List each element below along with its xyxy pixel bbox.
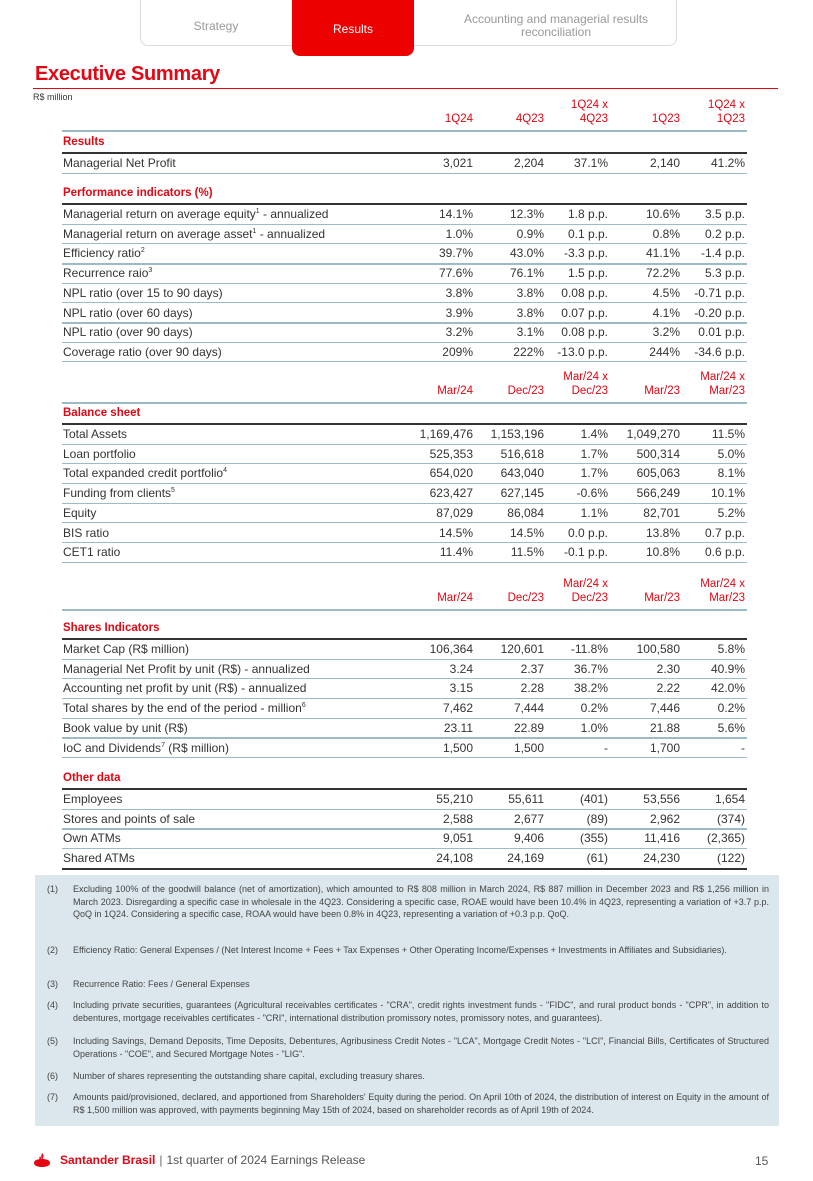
cell-value: 3.15 <box>449 681 473 696</box>
footnote-number: (5) <box>47 1036 58 1046</box>
cell-value: 24,169 <box>507 851 544 866</box>
cell-value: (122) <box>716 851 745 866</box>
cell-value: 3,021 <box>442 156 473 170</box>
cell-value: 2.28 <box>520 681 544 696</box>
cell-value: 1.8 p.p. <box>567 207 608 221</box>
row-label <box>63 447 136 461</box>
cell-value: 40.9% <box>710 661 745 676</box>
table-row <box>62 678 747 699</box>
cell-value: - <box>604 740 608 755</box>
cell-value: 2.30 <box>656 661 680 676</box>
footnote <box>47 999 769 1024</box>
row-label <box>63 851 135 865</box>
row-label-text: BIS ratio <box>63 525 110 540</box>
section-title-performance: Performance indicators (%) <box>63 187 213 199</box>
table-row <box>62 738 747 759</box>
cell-value: 1.7% <box>580 466 608 481</box>
table-row <box>62 848 747 870</box>
footnote-text: Number of shares representing the outstanding share capital, excluding treasury shares. <box>73 1071 425 1081</box>
cell-value: -3.3 p.p. <box>563 246 608 261</box>
table-row <box>62 153 747 174</box>
table-row <box>62 243 747 265</box>
footnote-ref: 3 <box>148 267 153 275</box>
row-label-text: CET1 ratio <box>63 545 121 560</box>
cell-value: 24,230 <box>643 851 680 866</box>
cell-value: 1.7% <box>580 446 608 461</box>
cell-value: 87,029 <box>436 505 473 520</box>
cell-value: 36.7% <box>573 661 608 676</box>
table-row <box>62 322 747 343</box>
footnote-text: Including Savings, Demand Deposits, Time Deposits, Debentures, Agribusiness Credit Notes - "LCA", Mortgage Credit Notes - "LCI", Financial Bills, Certificates of Structured Operations - "COE", and Secured Mortgage Notes - "LIG". <box>73 1036 769 1059</box>
cell-value: 0.0 p.p. <box>567 525 608 540</box>
row-label-text: Book value by unit (R$) <box>63 720 188 735</box>
cell-value: 3.8% <box>445 285 473 300</box>
cell-value: 10.6% <box>645 207 680 221</box>
cell-value: 3.24 <box>449 661 473 676</box>
footnote-text: Including private securities, guarantees (Agricultural receivables certificates - "CRA", credit rights investment funds - "FIDC", and rural product bonds - "CPR", in addition to debentures, mortgage receivables certificates - "CRI", international distribution promissory notes, promissory notes, and guarantees). <box>73 1000 769 1023</box>
cell-value: 500,314 <box>636 446 680 461</box>
cell-value: 1,169,476 <box>419 427 473 441</box>
section-title-other: Other data <box>63 772 121 784</box>
footnote-ref: 6 <box>301 702 306 710</box>
row-label <box>63 466 227 480</box>
page-number: 15 <box>755 1154 769 1168</box>
cell-value: -0.71 p.p. <box>694 285 745 300</box>
cell-value: 0.6 p.p. <box>704 545 745 560</box>
cell-value: 13.8% <box>645 525 680 540</box>
row-label <box>63 246 145 260</box>
row-label <box>63 286 223 300</box>
cell-value: 2,677 <box>513 811 544 826</box>
cell-value: 55,210 <box>436 792 473 806</box>
cell-value: 3.2% <box>445 325 473 340</box>
cell-value: 82,701 <box>643 505 680 520</box>
cell-value: 5.8% <box>717 642 745 656</box>
cell-value: 4.1% <box>652 305 680 320</box>
tab-accounting-reconciliation[interactable]: Accounting and managerial results reconciliation <box>463 11 649 39</box>
cell-value: 0.8% <box>652 226 680 241</box>
footnote-number: (1) <box>47 884 58 894</box>
cell-value: 2.37 <box>520 661 544 676</box>
row-label-text: Efficiency ratio <box>63 246 141 261</box>
footer <box>32 1152 365 1168</box>
footnote-ref: 2 <box>140 247 145 255</box>
cell-value: 43.0% <box>509 246 544 261</box>
footnote-ref: 7 <box>161 741 165 749</box>
table-row <box>62 698 747 719</box>
cell-value: 7,462 <box>442 701 473 716</box>
row-label-text: Stores and points of sale <box>63 811 196 826</box>
cell-value: 4.5% <box>652 285 680 300</box>
table-row <box>62 718 747 740</box>
table-row <box>62 263 747 284</box>
cell-value: 38.2% <box>573 681 608 696</box>
cell-value: 100,580 <box>636 642 680 656</box>
cell-value: 14.5% <box>438 525 473 540</box>
cell-value: 0.01 p.p. <box>698 325 745 340</box>
row-label-text: Own ATMs <box>63 831 121 846</box>
footnote-number: (4) <box>47 1000 58 1010</box>
tab-strategy[interactable]: Strategy <box>193 19 239 33</box>
row-label <box>63 486 175 500</box>
row-label <box>63 681 306 695</box>
cell-value: 0.08 p.p. <box>561 285 608 300</box>
col-header: 1Q24 x 1Q23 <box>707 99 745 125</box>
footnote-text: Recurrence Ratio: Fees / General Expenses <box>73 979 250 989</box>
footnote-ref: 1 <box>252 227 257 235</box>
col-header: Mar/24 <box>437 592 473 604</box>
section-title-balance: Balance sheet <box>63 407 141 419</box>
cell-value: 623,427 <box>429 486 473 501</box>
cell-value: 0.2% <box>717 701 745 716</box>
row-label-text: NPL ratio (over 90 days) <box>63 325 193 340</box>
section-title-shares: Shares Indicators <box>63 622 160 634</box>
cell-value: -13.0 p.p. <box>557 344 608 359</box>
footnote-text: Amounts paid/provisioned, declared, and apportioned from Shareholders' Equity during the period. On April 10th of 2024, the distribution of interest on Equity in the amount of R$ 1,500 million was approved, with payments beginning May 15th of 2024, based on shareholder records as of April 19th of 2024. <box>73 1092 769 1115</box>
row-label-text: Recurrence raio <box>63 266 149 281</box>
cell-value: 3.9% <box>445 305 473 320</box>
cell-value: 3.8% <box>516 285 544 300</box>
row-label-text: NPL ratio (over 15 to 90 days) <box>63 285 223 300</box>
cell-value: 14.1% <box>438 207 473 221</box>
cell-value: 41.1% <box>645 246 680 261</box>
cell-value: 525,353 <box>429 446 473 461</box>
footnote-ref: 4 <box>223 467 228 475</box>
row-label-text: Total shares by the end of the period - million <box>63 701 302 716</box>
col-header: Mar/24 x Mar/23 <box>700 371 745 397</box>
cell-value: 643,040 <box>500 466 544 481</box>
column-header-balance <box>62 362 747 404</box>
row-label-suffix: - annualized <box>256 226 326 241</box>
row-label-suffix: (R$ million) <box>164 740 229 755</box>
cell-value: -0.6% <box>576 486 608 501</box>
cell-value: 5.6% <box>717 720 745 735</box>
cell-value: 72.2% <box>645 266 680 281</box>
col-header: Mar/24 x Dec/23 <box>563 578 608 604</box>
cell-value: 12.3% <box>509 207 544 221</box>
row-label-text: Managerial return on average asset <box>63 226 253 241</box>
row-label-text: Total Assets <box>63 427 128 441</box>
page-title: Executive Summary <box>35 63 220 85</box>
table-row <box>62 639 747 660</box>
cell-value: 14.5% <box>509 525 544 540</box>
row-label-text: Accounting net profit by unit (R$) - annualized <box>63 681 307 696</box>
row-label-text: Shared ATMs <box>63 851 135 866</box>
footnote <box>47 944 769 957</box>
footnote-number: (6) <box>47 1071 58 1081</box>
cell-value: 10.1% <box>710 486 745 501</box>
cell-value: 41.2% <box>710 156 745 170</box>
tab-results[interactable]: Results <box>292 0 414 56</box>
col-header: Mar/23 <box>644 592 680 604</box>
cell-value: 605,063 <box>636 466 680 481</box>
row-label-text: Loan portfolio <box>63 446 136 461</box>
row-label-text: Managerial Net Profit by unit (R$) - annualized <box>63 661 310 676</box>
col-header: Mar/24 x Mar/23 <box>700 578 745 604</box>
cell-value: 1,049,270 <box>626 427 680 441</box>
col-header: Mar/23 <box>644 385 680 397</box>
cell-value: 2,140 <box>649 156 680 170</box>
cell-value: 9,051 <box>442 831 473 846</box>
row-label-text: Employees <box>63 792 123 806</box>
col-header: Mar/24 x Dec/23 <box>563 371 608 397</box>
column-header-quarterly <box>62 90 747 132</box>
footnote-number: (2) <box>47 945 58 955</box>
cell-value: 39.7% <box>438 246 473 261</box>
title-divider <box>33 88 778 89</box>
row-label-text: Managerial return on average equity <box>63 207 256 221</box>
cell-value: 0.2% <box>580 701 608 716</box>
cell-value: 77.6% <box>438 266 473 281</box>
footnote-text: Efficiency Ratio: General Expenses / (Net Interest Income + Fees + Tax Expenses + Other Operating Income/Expenses + Investments in Affiliates and Subsidiaries). <box>73 945 727 955</box>
cell-value: 2,588 <box>442 811 473 826</box>
row-label <box>63 741 229 755</box>
table-row <box>62 283 747 304</box>
footnote-text: Excluding 100% of the goodwill balance (net of amortization), which amounted to R$ 808 million in March 2024, R$ 887 million in December 2023 and R$ 1,256 million in March 2023. Disregarding a specific case in wholesale in the 4Q23. Considering a specific case, ROAE would have been 10.4% in 4Q23, representing a variation of +3.7 p.p. QoQ in 1Q24. Considering a specific case, ROAA would have been 0.8% in 4Q23, representing a variation of +0.3 p.p. QoQ. <box>73 884 769 919</box>
row-label <box>63 831 121 845</box>
cell-value: 1,700 <box>649 740 680 755</box>
cell-value: 9,406 <box>513 831 544 846</box>
cell-value: 566,249 <box>636 486 680 501</box>
cell-value: 1.0% <box>445 226 473 241</box>
column-header-shares <box>62 569 747 611</box>
cell-value: 627,145 <box>500 486 544 501</box>
col-header: 1Q24 x 4Q23 <box>570 99 608 125</box>
table-row <box>62 463 747 484</box>
cell-value: 7,444 <box>513 701 544 716</box>
col-header: Mar/24 <box>437 385 473 397</box>
brand-name: Santander Brasil <box>60 1153 156 1167</box>
footnote-ref: 5 <box>171 487 175 495</box>
table-row <box>62 828 747 849</box>
row-label-suffix: - annualized <box>259 207 329 221</box>
cell-value: 3.1% <box>516 325 544 340</box>
row-label <box>63 506 96 520</box>
cell-value: 2,204 <box>513 156 544 170</box>
row-label <box>63 325 193 339</box>
table-row <box>62 424 747 445</box>
cell-value: 37.1% <box>573 156 608 170</box>
col-header: 4Q23 <box>515 113 544 125</box>
row-label <box>63 812 195 826</box>
cell-value: 55,611 <box>508 792 544 806</box>
cell-value: 24,108 <box>436 851 473 866</box>
santander-flame-icon <box>32 1152 52 1168</box>
cell-value: 11.4% <box>439 545 473 560</box>
row-label-text: IoC and Dividends <box>63 740 162 755</box>
cell-value: 1,500 <box>442 740 473 755</box>
cell-value: 11.5% <box>711 427 745 441</box>
table-row <box>62 483 747 504</box>
cell-value: 106,364 <box>429 642 473 656</box>
cell-value: 1.0% <box>580 720 608 735</box>
col-header: Dec/23 <box>507 592 544 604</box>
cell-value: -0.20 p.p. <box>694 305 745 320</box>
cell-value: -34.6 p.p. <box>694 344 745 359</box>
cell-value: 120,601 <box>500 642 544 656</box>
row-label-text: Funding from clients <box>63 486 172 501</box>
cell-value: (355) <box>579 831 608 846</box>
cell-value: 2.22 <box>656 681 680 696</box>
cell-value: 209% <box>442 344 473 359</box>
cell-value: 0.7 p.p. <box>704 525 745 540</box>
unit-label: R$ million <box>33 92 73 102</box>
table-row <box>62 542 747 563</box>
row-label-text: Total expanded credit portfolio <box>63 466 224 481</box>
footnote <box>47 1035 769 1060</box>
cell-value: (401) <box>579 792 608 806</box>
cell-value: 0.1 p.p. <box>567 226 608 241</box>
footnote <box>47 1070 769 1083</box>
cell-value: 1,500 <box>513 740 544 755</box>
row-label-text: Market Cap (R$ million) <box>63 642 190 656</box>
table-row <box>62 342 747 363</box>
cell-value: - <box>741 740 745 755</box>
table-row <box>62 204 747 225</box>
cell-value: 22.89 <box>513 720 544 735</box>
cell-value: 1.4% <box>580 427 608 441</box>
row-label <box>63 642 189 656</box>
cell-value: 5.2% <box>717 505 745 520</box>
col-header: Dec/23 <box>507 385 544 397</box>
cell-value: (374) <box>716 811 745 826</box>
cell-value: (61) <box>586 851 608 866</box>
footnotes-box <box>35 875 779 1126</box>
row-label-text: Managerial Net Profit <box>63 156 176 170</box>
cell-value: 1.5 p.p. <box>567 266 608 281</box>
row-label <box>63 721 188 735</box>
cell-value: 1,654 <box>714 792 745 806</box>
release-title: 1st quarter of 2024 Earnings Release <box>166 1153 366 1167</box>
row-label <box>63 266 152 280</box>
cell-value: 222% <box>513 344 544 359</box>
row-label <box>63 227 325 241</box>
row-label-text: Coverage ratio (over 90 days) <box>63 344 222 359</box>
cell-value: -11.8% <box>570 642 608 656</box>
row-label <box>63 156 176 170</box>
cell-value: 0.2 p.p. <box>704 226 745 241</box>
footnote-number: (3) <box>47 979 58 989</box>
row-label <box>63 662 310 676</box>
cell-value: 5.0% <box>717 446 745 461</box>
cell-value: 86,084 <box>507 505 544 520</box>
cell-value: 7,446 <box>649 701 680 716</box>
cell-value: 23.11 <box>443 720 473 735</box>
row-label-text: Equity <box>63 505 97 520</box>
cell-value: 3.8% <box>516 305 544 320</box>
table-row <box>62 809 747 831</box>
cell-value: (89) <box>586 811 608 826</box>
cell-value: 1,153,196 <box>490 427 544 441</box>
cell-value: 516,618 <box>500 446 544 461</box>
row-label <box>63 526 109 540</box>
footnote-number: (7) <box>47 1092 58 1102</box>
cell-value: 21.88 <box>649 720 680 735</box>
table-row <box>62 523 747 544</box>
section-title-results: Results <box>63 136 105 148</box>
table-row <box>62 503 747 524</box>
cell-value: 11,416 <box>644 831 680 846</box>
col-header: 1Q24 <box>444 113 473 125</box>
table-row <box>62 224 747 245</box>
table-row <box>62 303 747 325</box>
cell-value: 0.07 p.p. <box>561 305 608 320</box>
cell-value: 5.3 p.p. <box>704 266 745 281</box>
table-row <box>62 789 747 810</box>
table-row <box>62 444 747 465</box>
col-header: 1Q23 <box>651 113 680 125</box>
cell-value: 10.8% <box>645 545 680 560</box>
footnote <box>47 978 769 991</box>
cell-value: -0.1 p.p. <box>563 545 608 560</box>
row-label <box>63 792 122 806</box>
footer-separator: | <box>159 1153 163 1167</box>
cell-value: 8.1% <box>717 466 745 481</box>
cell-value: 0.9% <box>516 226 544 241</box>
cell-value: (2,365) <box>706 831 745 846</box>
cell-value: 654,020 <box>429 466 473 481</box>
row-label <box>63 427 127 441</box>
cell-value: 42.0% <box>710 681 745 696</box>
row-label <box>63 545 120 559</box>
row-label <box>63 345 222 359</box>
cell-value: 76.1% <box>509 266 544 281</box>
cell-value: -1.4 p.p. <box>700 246 745 261</box>
cell-value: 3.5 p.p. <box>704 207 745 221</box>
footnote-ref: 1 <box>255 208 260 215</box>
section-tabs <box>140 0 677 46</box>
table-row <box>62 659 747 680</box>
cell-value: 11.5% <box>510 545 544 560</box>
cell-value: 53,556 <box>643 792 680 806</box>
row-label <box>63 207 328 221</box>
row-label <box>63 306 193 320</box>
cell-value: 0.08 p.p. <box>561 325 608 340</box>
row-label-text: NPL ratio (over 60 days) <box>63 305 193 320</box>
cell-value: 2,962 <box>649 811 680 826</box>
cell-value: 3.2% <box>652 325 680 340</box>
cell-value: 1.1% <box>580 505 608 520</box>
cell-value: 244% <box>649 344 680 359</box>
footnote <box>47 1091 769 1116</box>
row-label <box>63 701 306 715</box>
footnote <box>47 883 769 921</box>
